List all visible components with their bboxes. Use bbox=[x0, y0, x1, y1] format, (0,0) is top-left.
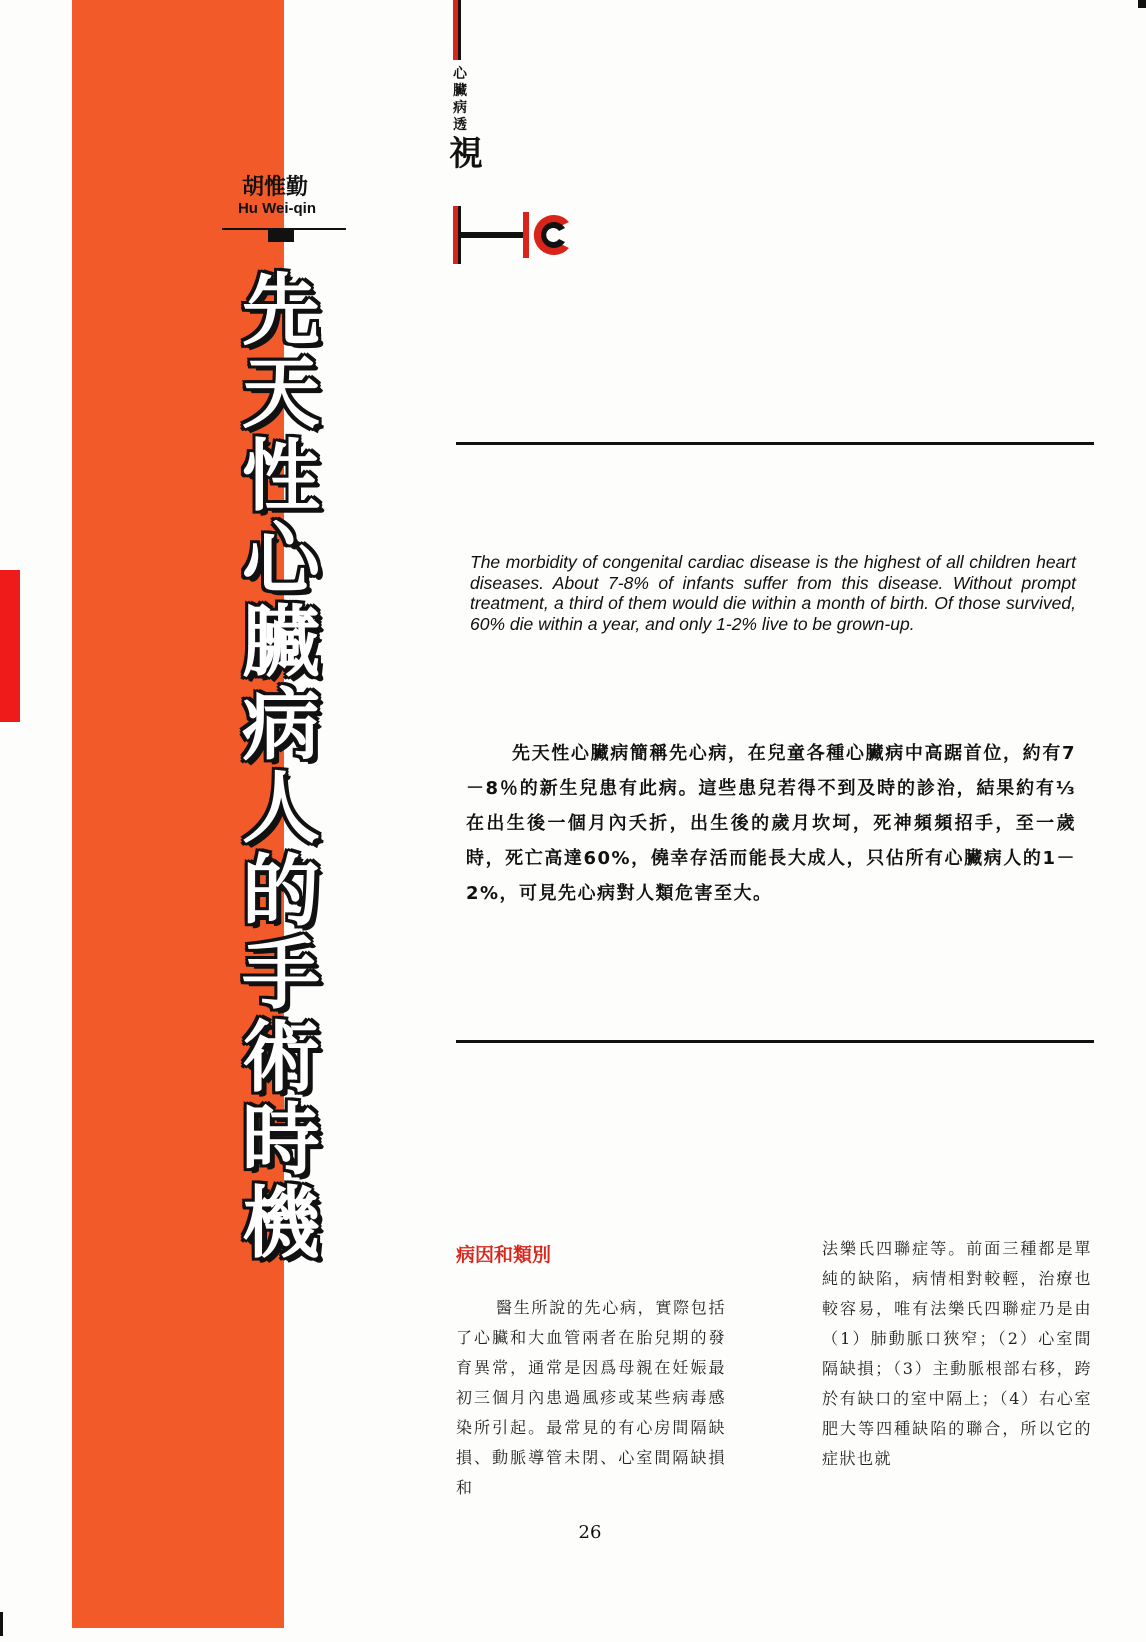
title-char: 臟 bbox=[241, 598, 320, 688]
title-char: 心 bbox=[241, 515, 320, 605]
title-char: 時 bbox=[241, 1096, 320, 1186]
body-column-2: 法樂氏四聯症等。前面三種都是單純的缺陷，病情相對較輕，治療也較容易，唯有法樂氏四聯症乃是由（1）肺動脈口狹窄；（2）心室間隔缺損；（3）主動脈根部右移，跨於有缺口的室中隔上；（4）右心室肥大等四種缺陷的聯合，所以它的症狀也就 bbox=[822, 1239, 1092, 1468]
column-name-char: 心 bbox=[453, 66, 467, 82]
column-name-char: 臟 bbox=[453, 83, 467, 99]
red-edge-tab bbox=[0, 570, 20, 722]
hc-logo bbox=[453, 206, 583, 264]
column-name bbox=[448, 66, 483, 174]
divider-rule bbox=[456, 442, 1094, 445]
title-char: 天 bbox=[241, 349, 320, 439]
column-name-big-char: 視 bbox=[449, 134, 483, 174]
body-column-1: 醫生所說的先心病，實際包括了心臟和大血管兩者在胎兒期的發育異常，通常是因爲母親在妊娠最初三個月內患過風疹或某些病毒感染所引起。最常見的有心房間隔缺損、動脈導管未閉、心室間隔缺損和 bbox=[456, 1298, 726, 1497]
column-name-char: 透 bbox=[453, 117, 467, 133]
logo-bar bbox=[458, 0, 461, 60]
column-name-char: 病 bbox=[453, 100, 467, 116]
corner-crop-mark bbox=[0, 1612, 3, 1636]
title-char: 的 bbox=[241, 847, 320, 937]
divider-rule bbox=[456, 1040, 1094, 1043]
article-title bbox=[225, 266, 337, 1269]
title-char: 機 bbox=[241, 1179, 320, 1269]
author-name-cn: 胡惟勤 bbox=[241, 175, 308, 200]
intro-chinese: 先天性心臟病簡稱先心病，在兒童各種心臟病中高踞首位，約有7－8％的新生兒患有此病。這些患兒若得不到及時的診治，結果約有⅓在出生後一個月內夭折，出生後的歲月坎坷，死神頻頻招手，至一歲時，死亡高達60%，僥幸存活而能長大成人，只佔所有心臟病人的1－2%，可見先心病對人類危害至大。 bbox=[466, 743, 1076, 904]
abstract-english: The morbidity of congenital cardiac disease is the highest of all children heart diseases. About 7-8% of infants suffer from this disease. Without prompt treatment, a third of them would die within a month of birth. Of those survived, 60% die within a year, and only 1-2% live to be grown-up. bbox=[470, 552, 1076, 634]
author-rule-block bbox=[268, 230, 294, 242]
page-number: 26 bbox=[578, 1522, 602, 1543]
title-char: 術 bbox=[241, 1013, 320, 1103]
title-char: 先 bbox=[241, 266, 320, 356]
title-char: 病 bbox=[241, 681, 320, 771]
corner-crop-mark bbox=[1138, 0, 1146, 8]
title-char: 人 bbox=[241, 764, 320, 854]
title-char: 性 bbox=[241, 432, 320, 522]
author-name-en: Hu Wei-qin bbox=[237, 200, 317, 217]
section-heading: 病因和類別 bbox=[456, 1244, 552, 1266]
title-char: 手 bbox=[241, 930, 320, 1020]
